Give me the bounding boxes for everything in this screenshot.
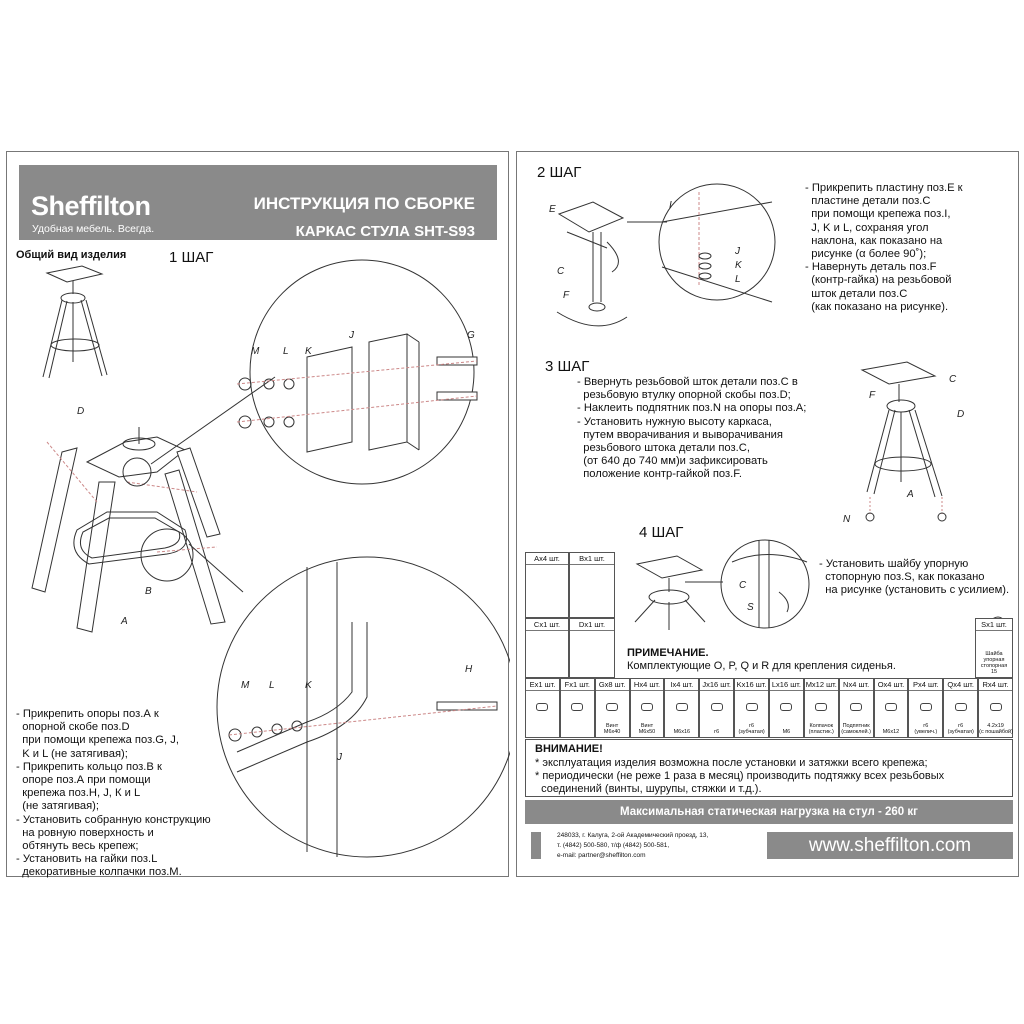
- product-subtitle: КАРКАС СТУЛА SHT-S93: [295, 223, 475, 240]
- part-label: Gx8 шт.: [596, 679, 629, 691]
- callout-G: G: [467, 330, 475, 341]
- callout-K-top: K: [305, 346, 312, 357]
- part-cell-12: [943, 678, 978, 738]
- part-hardware-icon: [571, 703, 583, 711]
- callout-J-bottom: J: [337, 752, 342, 763]
- part-hardware-icon: [780, 703, 792, 711]
- part-label: Jx16 шт.: [700, 679, 733, 691]
- callout-J-top: J: [349, 330, 354, 341]
- part-cell-11: [908, 678, 943, 738]
- address-line-3: e-mail: partner@sheffilton.com: [557, 852, 646, 859]
- part-description: Винт М6х40: [603, 723, 621, 735]
- callout-A: A: [907, 489, 914, 500]
- part-description: М6х16: [673, 729, 691, 735]
- max-load-banner: Максимальная статическая нагрузка на стул - 260 кг: [525, 800, 1013, 824]
- part-cell-6: [734, 678, 769, 738]
- step1-heading: 1 ШАГ: [169, 249, 214, 266]
- part-label: Mx12 шт.: [805, 680, 837, 689]
- part-description: Колпачок (пластик.): [808, 723, 834, 735]
- part-cell-9: [839, 678, 874, 738]
- step1-instructions: - Прикрепить опоры поз.А к опорной скобе поз.D при помощи крепежа поз.G, J, K и L (не затягивая); - Прикрепить кольцо поз.В к опоре поз.А при помощи крепежа поз.Н, J, К и L (не затягивая); - Установить собранную конструкцию на ровную поверхность и обтянуть весь крепеж; - Установить на гайки поз.L декоративные колпачки поз.М.: [16, 708, 211, 879]
- exploded-frame-illustration: [32, 377, 275, 632]
- right-instruction-page: [516, 151, 1019, 877]
- step4-instructions: - Установить шайбу упорную стопорную поз.S, как показано на рисунке (установить с усилием).: [819, 558, 1010, 597]
- part-label: Ix4 шт.: [665, 679, 698, 691]
- part-hardware-icon: [885, 703, 897, 711]
- part-cell-1: [560, 678, 595, 738]
- part-hardware-icon: [746, 703, 758, 711]
- part-label: Ex1 шт.: [526, 679, 559, 691]
- detail-circle-bottom: [217, 557, 510, 857]
- part-label: Kx16 шт.: [736, 680, 767, 689]
- callout-B: B: [145, 586, 152, 597]
- callout-C-step3: C: [949, 374, 957, 385]
- step3-heading: 3 ШАГ: [545, 358, 590, 375]
- brand-logo: Sheffilton: [31, 191, 151, 221]
- part-cell-a: Ax4 шт.: [525, 552, 569, 618]
- step2-illustration: [557, 184, 775, 326]
- part-cell-4: [664, 678, 699, 738]
- note-title: ПРИМЕЧАНИЕ.: [627, 647, 709, 659]
- part-hardware-icon: [955, 703, 967, 711]
- part-hardware-icon: [641, 703, 653, 711]
- callout-C-step4: C: [739, 580, 747, 591]
- callout-K: K: [735, 260, 742, 271]
- part-description: г6: [714, 729, 720, 735]
- callout-F-step2: F: [563, 290, 570, 301]
- part-label: Rx4 шт.: [979, 679, 1012, 691]
- part-cell-5: [699, 678, 734, 738]
- part-hardware-icon: [920, 703, 932, 711]
- part-label: Qx4 шт.: [944, 679, 977, 691]
- part-description: М6: [782, 729, 791, 735]
- part-hardware-icon: [711, 703, 723, 711]
- callout-L-top: L: [283, 346, 289, 357]
- part-cell-0: [525, 678, 560, 738]
- part-label: Lx16 шт.: [771, 680, 801, 689]
- part-description: г6 (зубчатая): [738, 723, 765, 735]
- callout-M-top: M: [251, 346, 260, 357]
- callout-J: J: [735, 246, 740, 257]
- overview-chair-illustration: [43, 266, 107, 378]
- warning-line-3: соединений (винты, шурупы, стяжки и т.д.).: [535, 783, 762, 795]
- website-banner: www.sheffilton.com: [767, 832, 1013, 859]
- part-cell-d: Dx1 шт.: [569, 618, 615, 678]
- callout-L-bottom: L: [269, 680, 275, 691]
- address-line-2: т. (4842) 500-580, т/ф (4842) 500-581,: [557, 842, 670, 849]
- warning-line-1: * эксплуатация изделия возможна после установки и затяжки всего крепежа;: [535, 757, 928, 769]
- callout-D: D: [957, 409, 965, 420]
- overview-label: Общий вид изделия: [16, 249, 127, 261]
- part-description: г6 (увелич.): [914, 723, 938, 735]
- callout-I: I: [669, 200, 672, 211]
- callout-C-step2: C: [557, 266, 565, 277]
- callout-E: E: [549, 204, 556, 215]
- part-label: Hx4 шт.: [631, 679, 664, 691]
- address-marker: [531, 832, 541, 859]
- part-label: Fx1 шт.: [561, 679, 594, 691]
- brand-tagline: Удобная мебель. Всегда.: [32, 223, 155, 235]
- callout-N: N: [843, 514, 851, 525]
- part-cell-s: Sx1 шт. Шайба упорная стопорная 15: [975, 618, 1013, 678]
- part-cell-10: [874, 678, 909, 738]
- callout-M-bottom: M: [241, 680, 250, 691]
- part-cell-8: [804, 678, 839, 738]
- part-cell-7: [769, 678, 804, 738]
- address-line-1: 248033, г. Калуга, 2-ой Академический проезд, 13,: [557, 832, 709, 839]
- callout-D: D: [77, 406, 85, 417]
- step2-heading: 2 ШАГ: [537, 164, 582, 181]
- left-instruction-page: [6, 151, 509, 877]
- note-text: Комплектующие O, P, Q и R для крепления сиденья.: [627, 660, 896, 672]
- callout-K-bottom: K: [305, 680, 312, 691]
- callout-A: A: [121, 616, 128, 627]
- step4-illustration: [635, 540, 809, 630]
- part-description: 4.2х19 (с пошайбой): [979, 723, 1013, 735]
- warning-title: ВНИМАНИЕ!: [535, 743, 603, 755]
- step3-instructions: - Ввернуть резьбовой шток детали поз.С в резьбовую втулку опорной скобы поз.D; - Наклеить подпятник поз.N на опоры поз.А; - Установить нужную высоту каркаса, путем вворачивания и выворачивания резьбового штока детали поз.С, (от 640 до 740 мм)и зафиксировать положение контр-гайкой поз.F.: [577, 376, 807, 481]
- part-description: Винт М6х50: [638, 723, 656, 735]
- part-hardware-icon: [676, 703, 688, 711]
- step3-illustration: [862, 362, 946, 521]
- part-label: Nx4 шт.: [840, 679, 873, 691]
- step2-instructions: - Прикрепить пластину поз.Е к пластине детали поз.С при помощи крепежа поз.I, J, K и L, сохраняя угол наклона, как показано на рисунке (α более 90˚); - Навернуть деталь поз.F (контр-гайка) на резьбовой шток детали поз.С (как показано на рисунке).: [805, 182, 963, 313]
- part-cell-3: [630, 678, 665, 738]
- part-description: М6х12: [882, 729, 900, 735]
- part-hardware-icon: [815, 703, 827, 711]
- step4-heading: 4 ШАГ: [639, 524, 684, 541]
- callout-F-step3: F: [869, 390, 876, 401]
- detail-circle-top: [237, 260, 477, 484]
- part-hardware-icon: [850, 703, 862, 711]
- part-hardware-icon: [990, 703, 1002, 711]
- part-cell-b: Bx1 шт.: [569, 552, 615, 618]
- part-cell-13: [978, 678, 1013, 738]
- callout-H: H: [465, 664, 473, 675]
- part-cell-2: [595, 678, 630, 738]
- callout-L: L: [735, 274, 741, 285]
- part-description: Подпятник (самоклей.): [841, 723, 871, 735]
- part-label: Ox4 шт.: [875, 679, 908, 691]
- document-title: ИНСТРУКЦИЯ ПО СБОРКЕ: [253, 194, 475, 213]
- part-label: Px4 шт.: [909, 679, 942, 691]
- part-hardware-icon: [606, 703, 618, 711]
- part-cell-c: Cx1 шт.: [525, 618, 569, 678]
- part-hardware-icon: [536, 703, 548, 711]
- warning-line-2: * периодически (не реже 1 раза в месяц) производить подтяжку всех резьбовых: [535, 770, 945, 782]
- callout-S: S: [747, 602, 754, 613]
- part-description: г6 (зубчатая): [947, 723, 974, 735]
